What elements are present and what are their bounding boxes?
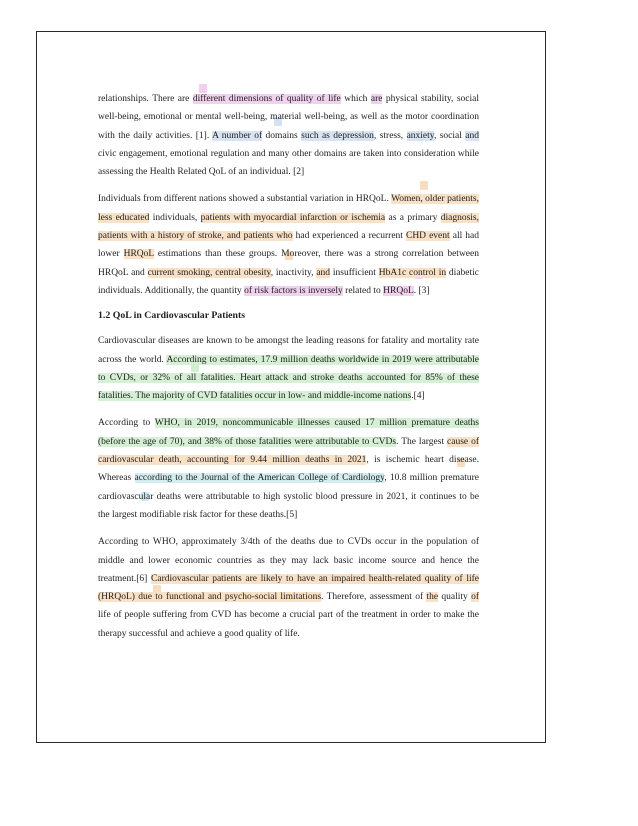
highlight: the xyxy=(426,592,439,603)
highlight: HRQoL xyxy=(123,249,154,260)
document-body xyxy=(98,90,479,643)
paragraph-who-statistics: According to WHO, in 2019, noncommunicable illnesses caused 17 million premature deaths (before the age of 70), and 38% of those fatalities were attributable to CVDs. The largest cause of cardiovascular death, accounting for 9.44 million deaths in 2021, is ischemic heart disease. Whereas according to the Journal of the American College of Cardiology, 10.8 million premature cardiovascular deaths were attributable to high systolic blood pressure in 2021, it continues to be the largest modifiable risk factor for these deaths.[5] xyxy=(98,418,480,520)
highlight: WHO, in 2019, noncommunicable illnesses caused 17 million premature deaths (before the age of 70), and 38% of those fatalities were attributable to CVDs xyxy=(98,418,479,447)
highlight: diagnosis, patients with a history of stroke, and patients who xyxy=(98,212,479,242)
highlight: such as depression xyxy=(301,130,374,141)
highlight: and xyxy=(465,130,479,141)
highlight: CHD event xyxy=(405,231,450,242)
highlight: different dimensions of quality of life xyxy=(192,94,341,104)
highlight: According to estimates, 17.9 million deaths worldwide in 2019 were attributable to CVDs, or 32% of all fatalities. Heart attack and stroke deaths accounted for 85% of these fatalities. The majority of CVD fatalities occur in low- and middle-income nations xyxy=(98,354,479,402)
highlight: Cardiovascular patients are likely to have an impaired health-related quality of life (HRQoL) due to functional and psycho-social limitations xyxy=(98,573,480,603)
highlight: and xyxy=(316,267,331,278)
highlight: HRQoL xyxy=(383,285,414,296)
highlight: current smoking, central obesity xyxy=(147,267,271,278)
highlight: Women, older patients, less educated xyxy=(98,194,479,223)
highlight: HbA1c control in xyxy=(378,267,447,278)
highlight: of xyxy=(471,592,480,603)
paragraph-cvd-mortality: Cardiovascular diseases are known to be amongst the leading reasons for fatality and mortality rate across the world. According to estimates, 17.9 million deaths worldwide in 2019 were attributable to CVDs, or 32% of all fatalities. Heart attack and stroke deaths accounted for 85% of these fatalities. The majority of CVD fatalities occur in low- and middle-income nations.[4] xyxy=(98,336,479,402)
highlight: of risk factors is inversely xyxy=(244,285,343,296)
highlight: are xyxy=(370,94,383,104)
highlight: patients with myocardial infarction or ischemia xyxy=(200,212,386,223)
paragraph-hrqol-variation: Individuals from different nations showed a substantial variation in HRQoL. Women, older patients, less educated individuals, patients with myocardial infarction or ischemia as a primary diagnosis, patients with a history of stroke, and patients who had experienced a recurrent CHD event all had lower HRQoL estimations than these groups. Moreover, there was a strong correlation between HRQoL and current smoking, central obesity, inactivity, and insufficient HbA1c control in diabetic individuals. Additionally, the quantity of risk factors is inversely related to HRQoL. [3] xyxy=(98,194,480,296)
highlight: anxiety xyxy=(406,130,434,141)
highlight: A number of xyxy=(212,130,263,141)
highlight: according to the Journal of the American College of Cardiology xyxy=(134,473,385,484)
section-heading: 1.2 QoL in Cardiovascular Patients xyxy=(98,310,246,322)
paragraph-cvd-treatment: According to WHO, approximately 3/4th of the deaths due to CVDs occur in the population of middle and lower economic countries as they may lack basic income source and hence the treatment.[6] Cardiovascular patients are likely to have an impaired health-related quality of life (HRQoL) due to functional and psycho-social limitations. Therefore, assessment of the quality of life of people suffering from CVD has become a crucial part of the treatment in order to make the therapy successful and achieve a good quality of life. xyxy=(98,537,480,639)
highlight: cause of cardiovascular death, accounting for 9.44 million deaths in 2021 xyxy=(98,436,479,466)
paragraph-qol-dimensions: relationships. There are different dimensions of quality of life which are physical stability, social well-being, emotional or mental well-being, material well-being, as well as the motor coordination with the daily activities. [1]. A number of domains such as depression, stress, anxiety, social and civic engagement, emotional regulation and many other domains are taken into consideration while assessing the Health Related QoL of an individual. [2] xyxy=(98,94,480,178)
